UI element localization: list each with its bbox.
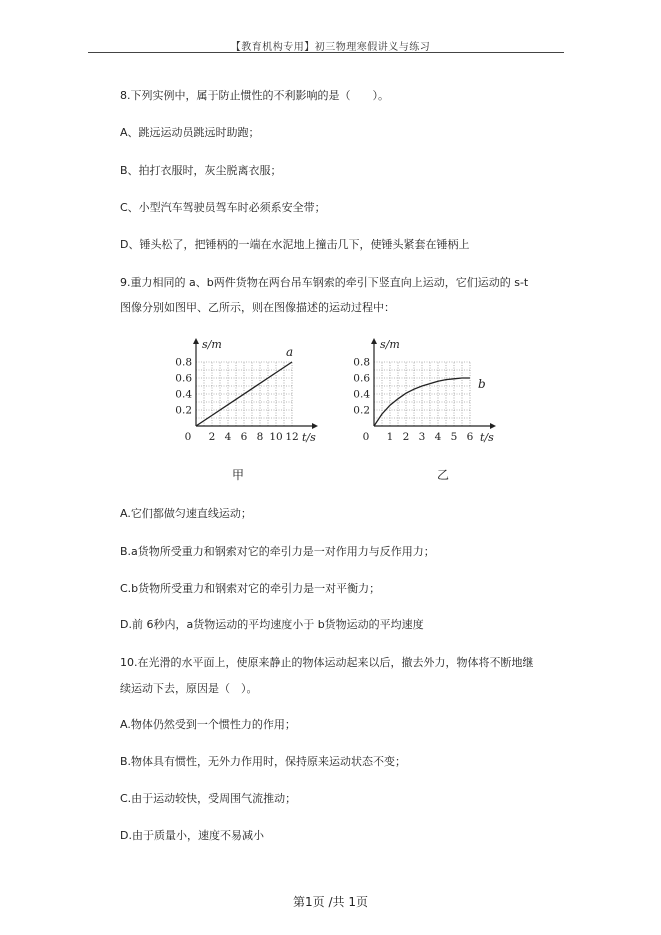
question-10-stem-line2: 续运动下去，原因是（ ）。 (120, 682, 258, 695)
x-tick-label: 1 (386, 431, 394, 443)
question-10-option-c: C.由于运动较快，受周围气流推动； (120, 792, 297, 805)
y-tick-label: 0.2 (353, 404, 370, 417)
y-axis-arrow (193, 338, 199, 344)
question-10-option-d: D.由于质量小，速度不易减小 (120, 829, 264, 842)
header-divider (88, 52, 564, 53)
y-tick-label: 0.2 (175, 404, 192, 417)
y-tick-label: 0.4 (353, 388, 370, 401)
series-label-a: a (286, 345, 294, 359)
x-tick-label: 8 (256, 431, 264, 443)
question-8-option-d: D、锤头松了，把锤柄的一端在水泥地上撞击几下，使锤头紧套在锤柄上 (120, 238, 470, 251)
x-tick-label: 2 (208, 431, 216, 443)
y-tick-label: 0.8 (353, 356, 370, 369)
y-tick-label: 0.6 (175, 372, 192, 385)
origin-label: 0 (184, 431, 192, 443)
question-8-stem: 8.下列实例中，属于防止惯性的不利影响的是（ ）。 (120, 89, 389, 102)
page-header: 【教育机构专用】初三物理寒假讲义与练习 (230, 42, 431, 53)
question-9-option-c: C.b货物所受重力和钢索对它的牵引力是一对平衡力； (120, 582, 381, 595)
x-tick-label: 4 (224, 431, 232, 443)
y-axis-title: s/m (380, 338, 400, 351)
question-8-option-c: C、小型汽车驾驶员驾车时必须系安全带； (120, 201, 326, 214)
x-axis-arrow (490, 423, 496, 429)
x-axis-title: t/s (302, 431, 316, 444)
chart-yi-caption: 乙 (437, 468, 450, 482)
x-axis-arrow (312, 423, 318, 429)
series-label-b: b (478, 377, 486, 391)
question-9-option-d: D.前 6秒内，a货物运动的平均速度小于 b货物运动的平均速度 (120, 618, 424, 631)
page-footer: 第1页 /共 1页 (293, 895, 368, 909)
x-tick-label: 6 (466, 431, 474, 443)
series-line-a (196, 362, 292, 426)
question-10-option-a: A.物体仍然受到一个惯性力的作用； (120, 718, 296, 731)
y-axis-title: s/m (202, 338, 222, 351)
origin-label: 0 (362, 431, 370, 443)
question-8-option-a: A、跳远运动员跳远时助跑； (120, 126, 260, 139)
question-8-option-b: B、拍打衣服时，灰尘脱离衣服； (120, 164, 282, 177)
x-tick-label: 10 (269, 431, 283, 443)
chart-jia (168, 330, 328, 450)
y-tick-label: 0.8 (175, 356, 192, 369)
chart-yi (346, 330, 506, 450)
x-tick-label: 4 (434, 431, 442, 443)
chart-jia-caption: 甲 (232, 468, 245, 482)
x-tick-label: 2 (402, 431, 410, 443)
x-tick-label: 12 (285, 431, 299, 443)
question-10-option-b: B.物体具有惯性，无外力作用时，保持原来运动状态不变； (120, 755, 407, 768)
question-9-stem-line2: 图像分别如图甲、乙所示，则在图像描述的运动过程中： (120, 301, 395, 314)
question-9-option-b: B.a货物所受重力和钢索对它的牵引力是一对作用力与反作用力； (120, 545, 435, 558)
y-axis-arrow (371, 338, 377, 344)
y-tick-label: 0.6 (353, 372, 370, 385)
x-tick-label: 6 (240, 431, 248, 443)
question-9-stem-line1: 9.重力相同的 a、b两件货物在两台吊车钢索的牵引下竖直向上运动，它们运动的 s-t (120, 276, 529, 289)
question-10-stem-line1: 10.在光滑的水平面上，使原来静止的物体运动起来以后，撤去外力，物体将不断地继 (120, 656, 534, 669)
x-tick-label: 3 (418, 431, 426, 443)
x-axis-title: t/s (480, 431, 494, 444)
question-9-option-a: A.它们都做匀速直线运动； (120, 507, 252, 520)
x-tick-label: 5 (450, 431, 458, 443)
y-tick-label: 0.4 (175, 388, 192, 401)
